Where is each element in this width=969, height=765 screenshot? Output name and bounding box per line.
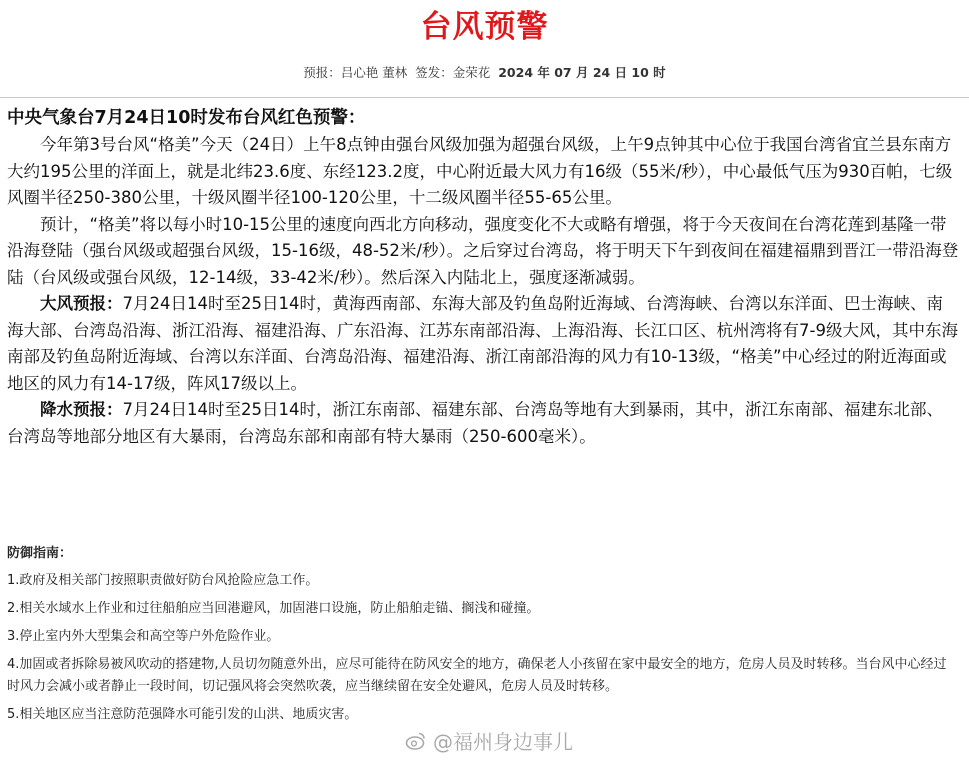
forecaster-label: 预报： xyxy=(303,65,341,80)
guide-item: 4.加固或者拆除易被风吹动的搭建物,人员切勿随意外出，应尽可能待在防风安全的地方，确保老人小孩留在家中最安全的地方，危房人员及时转移。当台风中心经过时风力会减小或者静止一段时间，切记强风将会突然吹袭，应当继续留在安全处避风，危房人员及时转移。 xyxy=(7,657,947,694)
wind-forecast xyxy=(7,291,959,397)
wind-forecast-text: 7月24日14时至25日14时，黄海西南部、东海大部及钓鱼岛附近海域、台湾海峡、台湾以东洋面、巴士海峡、南海大部、台湾岛沿海、浙江沿海、福建沿海、广东沿海、江苏东南部沿海、上海沿海、长江口区、杭州湾将有7-9级大风，其中东海南部及钓鱼岛附近海域、台湾以东洋面、台湾岛沿海、福建沿海、浙江南部沿海的风力有10-13级，“格美”中心经过的附近海面或地区的风力有14-17级，阵风17级以上。 xyxy=(7,294,958,393)
weibo-icon xyxy=(405,730,427,752)
guide-item: 1.政府及相关部门按照职责做好防台风抢险应急工作。 xyxy=(7,573,319,588)
rain-forecast-text: 7月24日14时至25日14时，浙江东南部、福建东部、台湾岛等地有大到暴雨，其中，浙江东南部、福建东北部、台湾岛等地部分地区有大暴雨，台湾岛东部和南部有特大暴雨（250-600毫米）。 xyxy=(7,400,943,446)
byline xyxy=(0,64,969,82)
page-title: 台风预警 xyxy=(420,9,549,45)
bulletin-paragraph-2: 预计，“格美”将以每小时10-15公里的速度向西北方向移动，强度变化不大或略有增强，将于今天夜间在台湾花莲到基隆一带沿海登陆（强台风级或超强台风级，15-16级，48-52米/秒）。之后穿过台湾岛，将于明天下午到夜间在福建福鼎到晋江一带沿海登陆（台风级或强台风级，12-14级，33-42米/秒）。然后深入内陆北上，强度逐渐减弱。 xyxy=(7,214,959,287)
rain-forecast xyxy=(7,397,959,450)
guide-item: 5.相关地区应当注意防范强降水可能引发的山洪、地质灾害。 xyxy=(7,707,358,722)
issue-date: 2024 年 07 月 24 日 10 时 xyxy=(498,65,666,80)
guide-item: 2.相关水域水上作业和过往船舶应当回港避风，加固港口设施，防止船舶走锚、搁浅和碰撞。 xyxy=(7,601,540,616)
bulletin-paragraph-1: 今年第3号台风“格美”今天（24日）上午8点钟由强台风级加强为超强台风级，上午9点钟其中心位于我国台湾省宜兰县东南方大约195公里的洋面上，就是北纬23.6度、东经123.2度，中心附近最大风力有16级（55米/秒），中心最低气压为930百帕，七级风圈半径250-380公里，十级风圈半径100-120公里，十二级风圈半径55-65公里。 xyxy=(7,135,953,207)
forecasters: 吕心艳 董林 xyxy=(340,65,408,80)
wind-forecast-label: 大风预报： xyxy=(40,294,123,313)
bulletin-heading: 中央气象台7月24日10时发布台风红色预警： xyxy=(7,108,366,128)
bulletin-body xyxy=(7,106,959,450)
rain-forecast-label: 降水预报： xyxy=(40,400,123,419)
divider xyxy=(0,97,969,98)
issuer-label: 签发： xyxy=(415,65,453,80)
watermark-text: @福州身边事儿 xyxy=(433,730,573,754)
guide-title: 防御指南： xyxy=(7,546,73,561)
issuer: 金荣花 xyxy=(452,65,491,80)
defense-guide xyxy=(7,543,957,732)
guide-item: 3.停止室内外大型集会和高空等户外危险作业。 xyxy=(7,629,280,644)
